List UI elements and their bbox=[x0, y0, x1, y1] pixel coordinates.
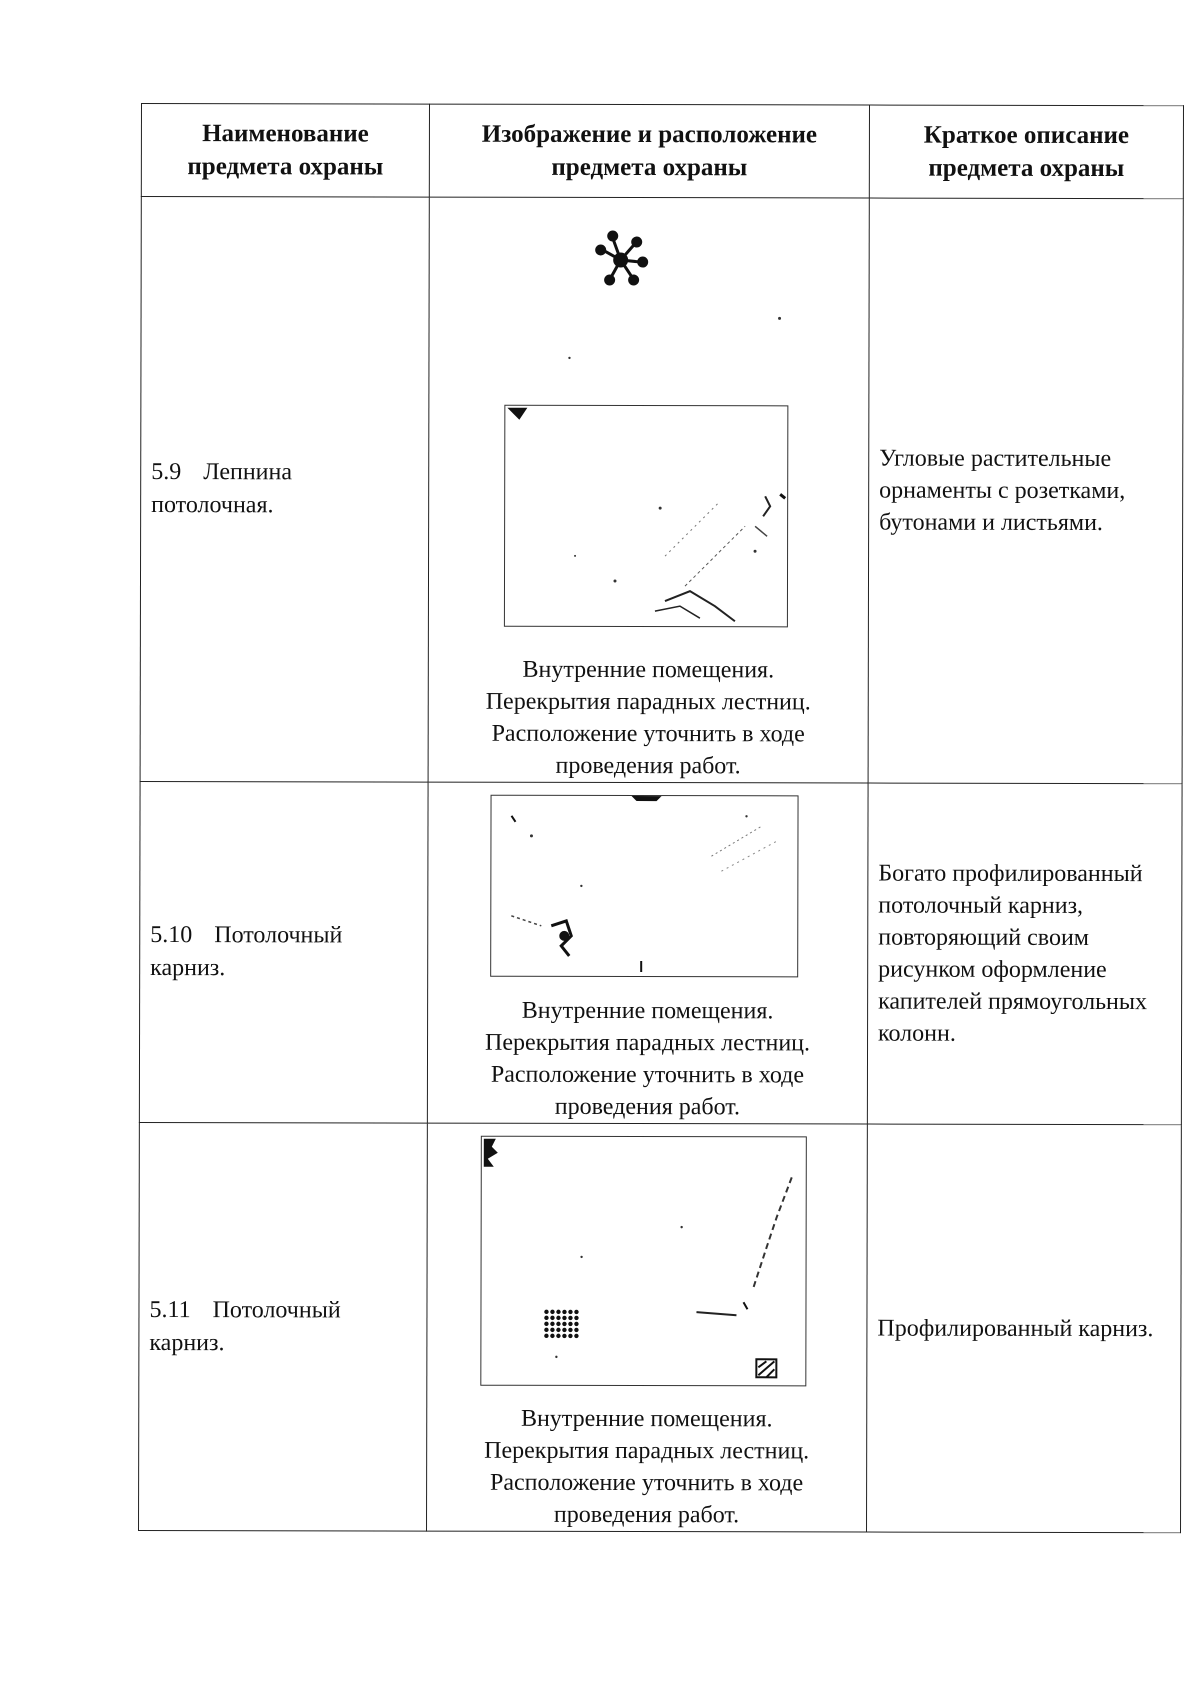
ceiling-cornice-drawing bbox=[491, 796, 797, 977]
subject-name: 5.11 Потолочный карниз. bbox=[139, 1122, 428, 1531]
header-name: Наименование предмета охраны bbox=[141, 104, 429, 198]
ceiling-cornice-photo bbox=[490, 795, 798, 978]
location-caption: Внутренние помещения. Перекрытия парадных лестниц. Расположение уточнить в ходе проведения работ. bbox=[485, 656, 811, 780]
dot-grid bbox=[544, 1310, 578, 1338]
ceiling-molding-photo bbox=[504, 405, 788, 628]
subject-name: 5.10 Потолочный карниз. bbox=[139, 781, 428, 1123]
protection-subjects-table bbox=[138, 103, 1184, 1533]
table-row bbox=[140, 197, 1183, 784]
subject-description: Богато профилированный потолочный карниз, повторяющий своим рисунком оформление капителей прямоугольных колонн. bbox=[867, 783, 1182, 1125]
subject-name: 5.9 Лепнина потолочная. bbox=[140, 197, 429, 783]
cornice-drawing bbox=[481, 1137, 806, 1386]
table-row bbox=[139, 781, 1182, 1124]
subject-description: Профилированный карниз. bbox=[867, 1124, 1182, 1533]
table-header-row bbox=[141, 104, 1183, 199]
subject-image-cell bbox=[428, 197, 869, 783]
cornice-photo bbox=[480, 1136, 807, 1387]
header-image: Изображение и расположение предмета охраны bbox=[429, 104, 869, 198]
location-caption: Внутренние помещения. Перекрытия парадных лестниц. Расположение уточнить в ходе проведения работ. bbox=[484, 997, 811, 1121]
header-description: Краткое описание предмета охраны bbox=[869, 105, 1183, 199]
subject-image-cell bbox=[427, 1123, 868, 1532]
subject-image-cell bbox=[427, 782, 868, 1124]
ceiling-molding-drawing bbox=[505, 406, 787, 627]
table-row bbox=[139, 1122, 1182, 1532]
location-caption: Внутренние помещения. Перекрытия парадных лестниц. Расположение уточнить в ходе проведения работ. bbox=[484, 1405, 810, 1529]
subject-description: Угловые растительные орнаменты с розетками, бутонами и листьями. bbox=[868, 198, 1183, 784]
